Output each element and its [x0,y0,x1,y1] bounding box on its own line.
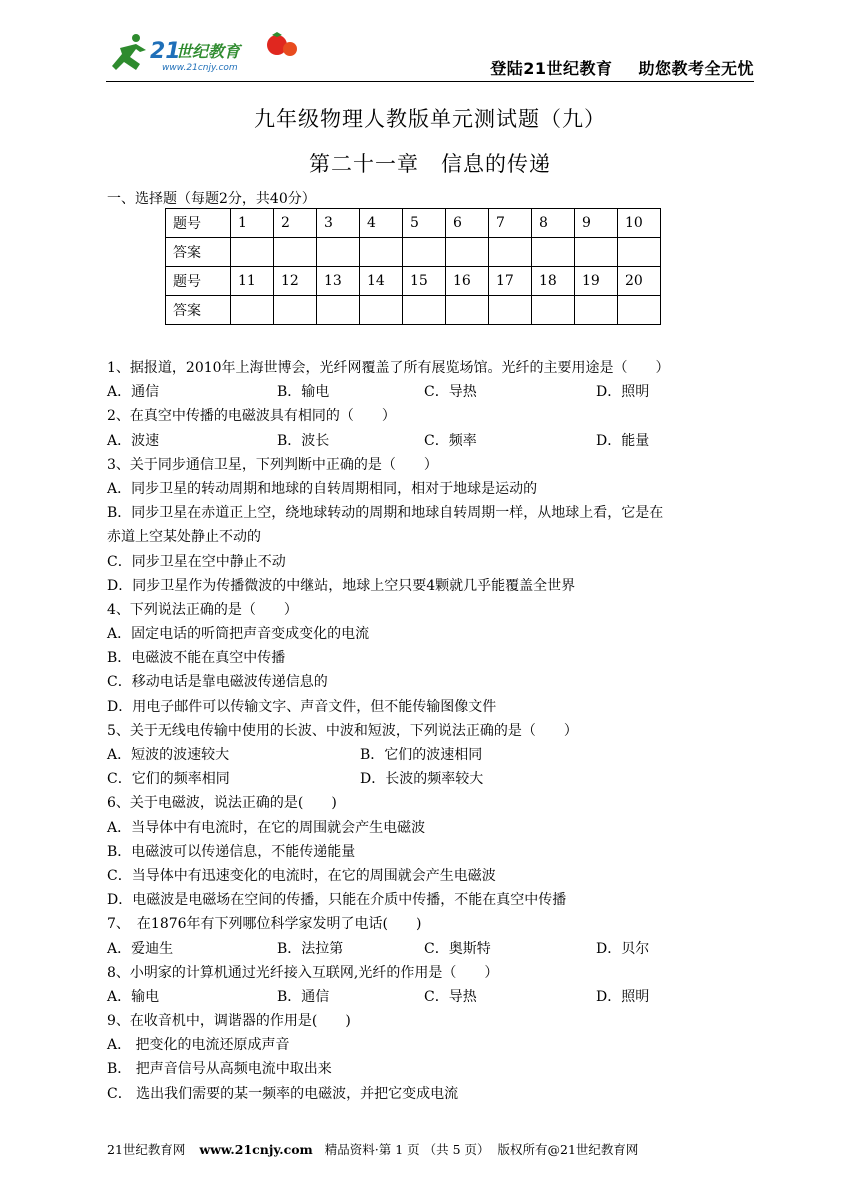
question-item [107,453,757,598]
answer-option-line[interactable]: A．当导体中有电流时，在它的周围就会产生电磁波 [107,819,426,836]
grid-row-label: 答案 [166,296,231,325]
answer-option-line[interactable]: B．同步卫星在赤道正上空，绕地球转动的周期和地球自转周期一样，从地球上看，它是在 [107,505,664,522]
grid-answer-cell[interactable] [489,296,532,325]
grid-number-row [166,267,661,296]
answer-option[interactable]: B．通信 [277,988,330,1005]
grid-number-cell: 3 [317,209,360,238]
question-stem: 9、在收音机中，调谐器的作用是( ) [107,1013,351,1030]
grid-number-cell: 13 [317,267,360,296]
question-item [107,356,757,404]
grid-number-cell: 6 [446,209,489,238]
answer-option[interactable]: D．照明 [596,988,650,1005]
answer-option-line[interactable]: C．当导体中有迅速变化的电流时，在它的周围就会产生电磁波 [107,867,496,884]
footer-copyright: 版权所有@21世纪教育网 [497,1142,639,1157]
grid-number-row [166,209,661,238]
header-divider [106,81,754,82]
page-footer [107,1140,638,1158]
grid-answer-cell[interactable] [532,296,575,325]
answer-option-line[interactable]: A．固定电话的听筒把声音变成变化的电流 [107,626,370,643]
answer-option-line[interactable]: A．同步卫星的转动周期和地球的自转周期相同，相对于地球是运动的 [107,480,538,497]
grid-number-cell: 12 [274,267,317,296]
site-logo[interactable] [106,24,306,80]
answer-option[interactable]: D．照明 [596,384,650,401]
answer-option[interactable]: B．它们的波速相同 [360,747,483,763]
answer-option-line[interactable]: D．同步卫星作为传播微波的中继站，地球上空只要4颗就几乎能覆盖全世界 [107,577,576,594]
header-slogan [490,56,754,79]
grid-answer-cell[interactable] [618,238,661,267]
answer-option[interactable]: B．法拉第 [277,940,344,957]
grid-answer-cell[interactable] [618,296,661,325]
option-row [107,985,757,1009]
answer-option[interactable]: C．它们的频率相同 [107,771,230,788]
grid-number-cell: 15 [403,267,446,296]
answer-option-line[interactable]: B． 把声音信号从高频电流中取出来 [107,1061,332,1078]
answer-option[interactable]: A．波速 [107,432,160,449]
grid-answer-cell[interactable] [575,238,618,267]
question-stem: 2、在真空中传播的电磁波具有相同的（ ） [107,408,396,425]
footer-site-link[interactable]: www.21cnjy.com [199,1142,313,1157]
grid-row-label: 答案 [166,238,231,267]
question-stem: 3、关于同步通信卫星，下列判断中正确的是（ ） [107,456,438,473]
answer-option[interactable]: D．能量 [596,432,650,449]
question-stem: 1、据报道，2010年上海世博会，光纤网覆盖了所有展览场馆。光纤的主要用途是（ ） [107,360,670,376]
answer-option-line[interactable]: 赤道上空某处静止不动的 [107,529,261,546]
grid-number-cell: 9 [575,209,618,238]
question-item [107,598,757,719]
answer-option-line[interactable]: C．移动电话是靠电磁波传递信息的 [107,674,328,691]
slogan-tagline: 助您教考全无忧 [638,59,754,78]
grid-number-cell: 7 [489,209,532,238]
grid-answer-row [166,238,661,267]
answer-option[interactable]: A．爱迪生 [107,940,174,957]
grid-number-cell: 10 [618,209,661,238]
grid-row-label: 题号 [166,267,231,296]
answer-grid [165,208,661,325]
logo-graphic [106,24,306,80]
logo-url: www.21cnjy.com [162,63,238,73]
page-title: 九年级物理人教版单元测试题（九） [254,107,606,131]
grid-answer-cell[interactable] [317,296,360,325]
answer-option-line[interactable]: D．用电子邮件可以传输文字、声音文件，但不能传输图像文件 [107,698,497,715]
logo-21: 21 [150,39,181,64]
section-heading: 一、选择题（每题2分，共40分） [107,191,316,207]
grid-answer-cell[interactable] [532,238,575,267]
question-list [107,356,757,1106]
question-item [107,404,757,452]
answer-option[interactable]: C．导热 [424,988,477,1005]
grid-answer-cell[interactable] [360,238,403,267]
question-item [107,1009,757,1106]
question-stem: 6、关于电磁波，说法正确的是( ) [107,795,337,812]
grid-number-cell: 17 [489,267,532,296]
answer-option[interactable]: A．输电 [107,988,160,1005]
answer-option-line[interactable]: B．电磁波不能在真空中传播 [107,650,286,667]
question-item [107,912,757,960]
option-row [107,937,757,961]
footer-left: 21世纪教育网 [107,1142,186,1157]
grid-answer-cell[interactable] [446,238,489,267]
grid-answer-cell[interactable] [360,296,403,325]
question-stem: 7、 在1876年有下列哪位科学家发明了电话( ) [107,916,422,933]
answer-option[interactable]: A．短波的波速较大 [107,747,230,763]
answer-option-line[interactable]: D．电磁波是电磁场在空间的传播，只能在介质中传播，不能在真空中传播 [107,892,567,909]
slogan-login[interactable]: 登陆21世纪教育 [490,59,613,78]
grid-row-label: 题号 [166,209,231,238]
logo-wordmark: 世纪教育 [176,42,241,61]
grid-answer-cell[interactable] [403,296,446,325]
grid-number-cell: 18 [532,267,575,296]
question-stem: 8、小明家的计算机通过光纤接入互联网,光纤的作用是（ ） [107,964,499,981]
grid-number-cell: 20 [618,267,661,296]
option-row [107,743,757,767]
grid-number-cell: 11 [231,267,274,296]
grid-number-cell: 14 [360,267,403,296]
grid-answer-cell[interactable] [403,238,446,267]
grid-answer-cell[interactable] [317,238,360,267]
grid-answer-cell[interactable] [274,296,317,325]
page-header [106,20,754,82]
grid-answer-cell[interactable] [489,238,532,267]
answer-option[interactable]: C．导热 [424,384,477,401]
answer-option[interactable]: A．通信 [107,384,160,401]
footer-page-info: 精品资料·第 1 页 （共 5 页） [324,1142,490,1157]
option-row [107,767,757,791]
question-item [107,961,757,1009]
question-stem: 5、关于无线电传输中使用的长波、中波和短波，下列说法正确的是（ ） [107,722,578,739]
answer-option[interactable]: C．奥斯特 [424,940,491,957]
grid-answer-cell[interactable] [274,238,317,267]
grid-answer-cell[interactable] [575,296,618,325]
chapter-subtitle: 第二十一章 信息的传递 [309,152,551,176]
grid-answer-cell[interactable] [446,296,489,325]
option-row [107,429,757,453]
answer-option[interactable]: C．频率 [424,432,477,449]
grid-answer-cell[interactable] [231,296,274,325]
grid-number-cell: 19 [575,267,618,296]
question-item [107,791,757,912]
grid-number-cell: 1 [231,209,274,238]
question-stem: 4、下列说法正确的是（ ） [107,601,298,618]
question-item [107,719,757,792]
answer-option[interactable]: B．波长 [277,432,330,449]
grid-number-cell: 8 [532,209,575,238]
grid-answer-row [166,296,661,325]
grid-number-cell: 5 [403,209,446,238]
answer-option[interactable]: D．长波的频率较大 [360,771,484,788]
grid-number-cell: 2 [274,209,317,238]
answer-option[interactable]: D．贝尔 [596,940,650,957]
answer-option-line[interactable]: C． 选出我们需要的某一频率的电磁波，并把它变成电流 [107,1085,459,1102]
answer-option-line[interactable]: B．电磁波可以传递信息，不能传递能量 [107,843,356,860]
grid-answer-cell[interactable] [231,238,274,267]
answer-option[interactable]: B．输电 [277,384,330,401]
answer-option-line[interactable]: C．同步卫星在空中静止不动 [107,553,286,570]
grid-number-cell: 4 [360,209,403,238]
answer-option-line[interactable]: A． 把变化的电流还原成声音 [107,1037,290,1054]
option-row [107,380,757,404]
grid-number-cell: 16 [446,267,489,296]
